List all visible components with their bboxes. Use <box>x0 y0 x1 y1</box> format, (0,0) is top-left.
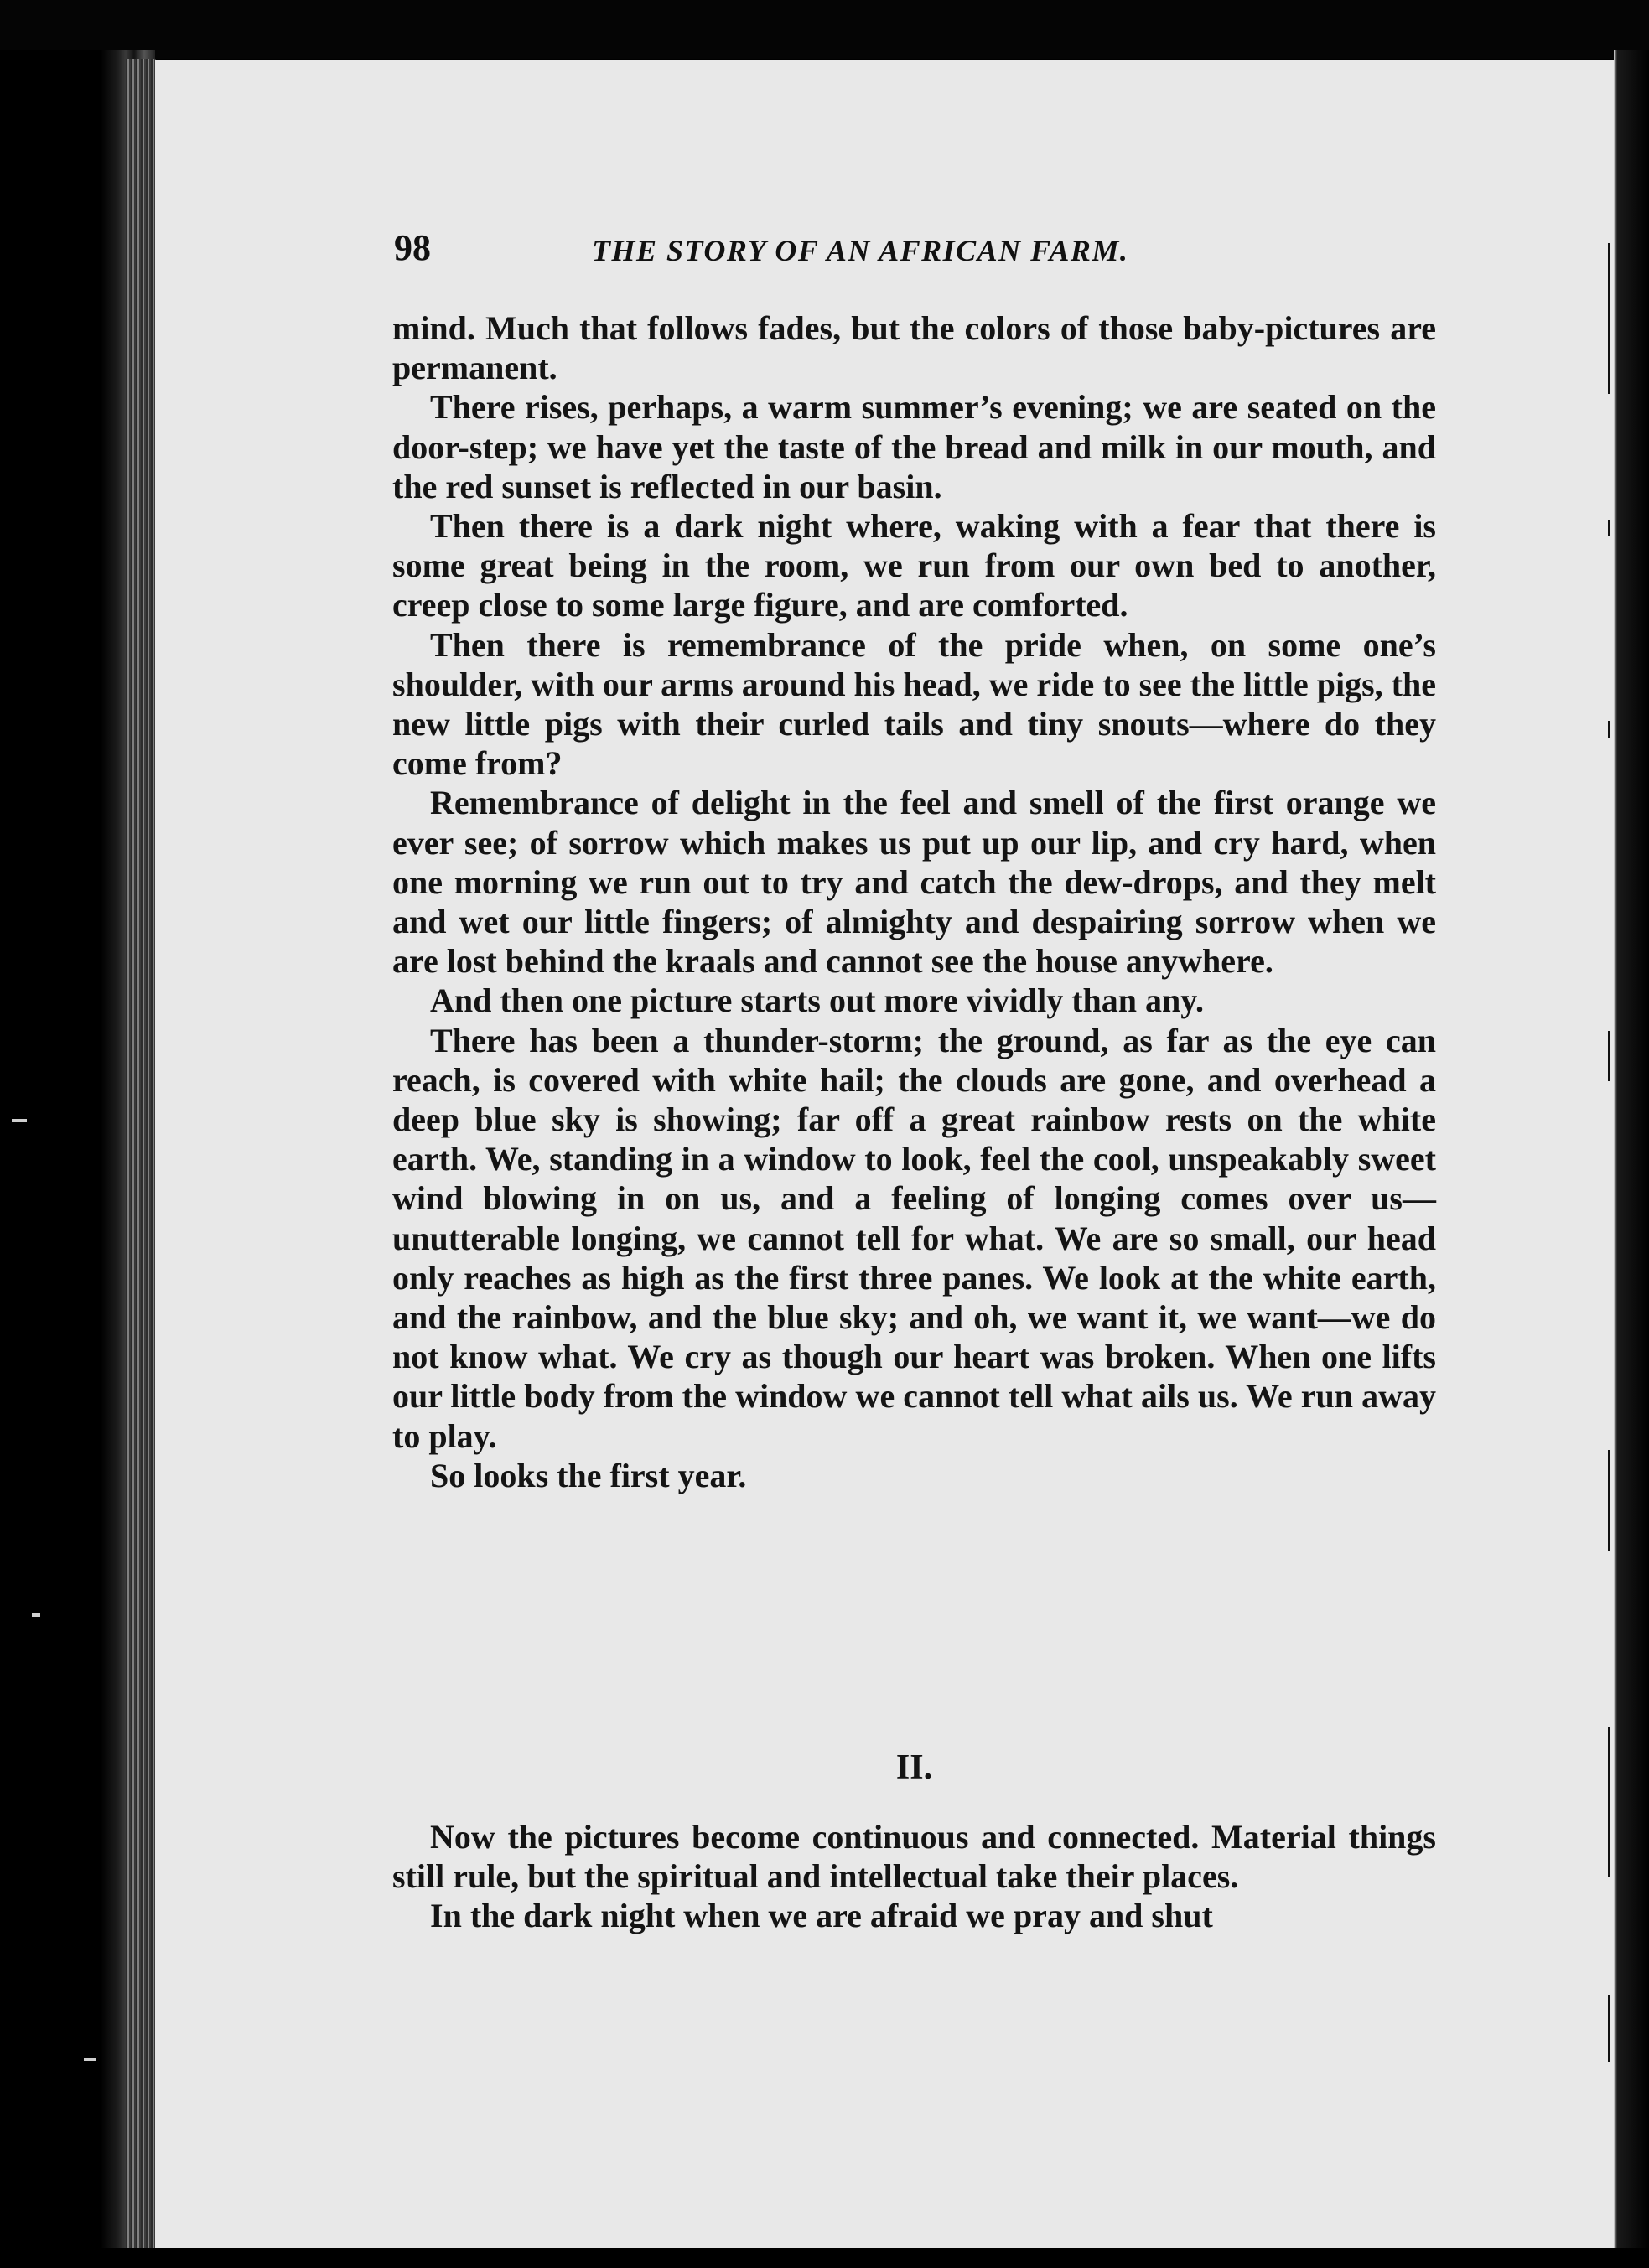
body-text <box>392 308 1436 1495</box>
binding-speck <box>32 1613 40 1617</box>
paragraph: Then there is remembrance of the pride when, on some one’s shoulder, with our arms around his head, we ride to see the little pigs, the new little pigs with their curled tails and tiny snouts—where do they come from? <box>392 625 1436 783</box>
section-body-text <box>392 1817 1436 1936</box>
page-number: 98 <box>394 227 431 268</box>
paragraph: Then there is a dark night where, waking with a fear that there is some great being in the room, we run from our own bed to another, creep close to some large figure, and are comforted. <box>392 507 1436 624</box>
right-gutter-mark <box>1608 243 1610 394</box>
section-heading: II. <box>895 1748 933 1787</box>
paragraph: And then one picture starts out more vividly than any. <box>430 981 1205 1020</box>
paragraph: Remembrance of delight in the feel and smell of the first orange we ever see; of sorrow which makes us put up our lip, and cry hard, when one morning we run out to try and catch the dew-drops, and they melt and wet our little fingers; of almighty and despairing sorrow when we are lost behind the kraals and cannot see the house anywhere. <box>392 784 1436 981</box>
running-title: THE STORY OF AN AFRICAN FARM. <box>592 234 1129 267</box>
running-head <box>394 226 1442 277</box>
page-stack-edge <box>126 59 156 2255</box>
paragraph: There has been a thunder-storm; the ground, as far as the eye can reach, is covered with white hail; the clouds are gone, and overhead a deep blue sky is showing; far off a great rainbow rests on the white earth. We, standing in a window to look, feel the cool, unspeakably sweet wind blowing in on us, and a feeling of longing comes over us—unutterable longing, we cannot tell for what. We are so small, our head only reaches as high as the first three panes. We look at the white earth, and the rainbow, and the blue sky; and oh, we want it, we want—we do not know what. We cry as though our heart was broken. When one lifts our little body from the window we cannot tell what ails us. We run away to play. <box>392 1021 1436 1455</box>
scan-bottom-border <box>0 2248 1649 2268</box>
right-gutter-mark <box>1608 1031 1610 1081</box>
right-gutter-mark <box>1608 1727 1610 1877</box>
paragraph: There rises, perhaps, a warm summer’s evening; we are seated on the door-step; we have yet the taste of the bread and milk in our mouth, and the red sunset is reflected in our basin. <box>392 388 1436 505</box>
paragraph: So looks the first year. <box>430 1456 747 1494</box>
paragraph: Now the pictures become continuous and connected. Material things still rule, but the spiritual and intellectual take their places. <box>392 1818 1436 1896</box>
right-gutter-mark <box>1608 520 1610 536</box>
binding-speck <box>12 1119 27 1122</box>
binding-speck <box>84 2058 96 2061</box>
right-gutter-mark <box>1608 1450 1610 1551</box>
right-gutter-mark <box>1608 721 1610 738</box>
right-gutter-mark <box>1608 1995 1610 2062</box>
paragraph: In the dark night when we are afraid we pray and shut <box>430 1897 1213 1935</box>
scan-top-border <box>0 0 1649 59</box>
paragraph: mind. Much that follows fades, but the colors of those baby-pictures are permanent. <box>392 309 1436 387</box>
right-scan-border <box>1614 50 1649 2268</box>
